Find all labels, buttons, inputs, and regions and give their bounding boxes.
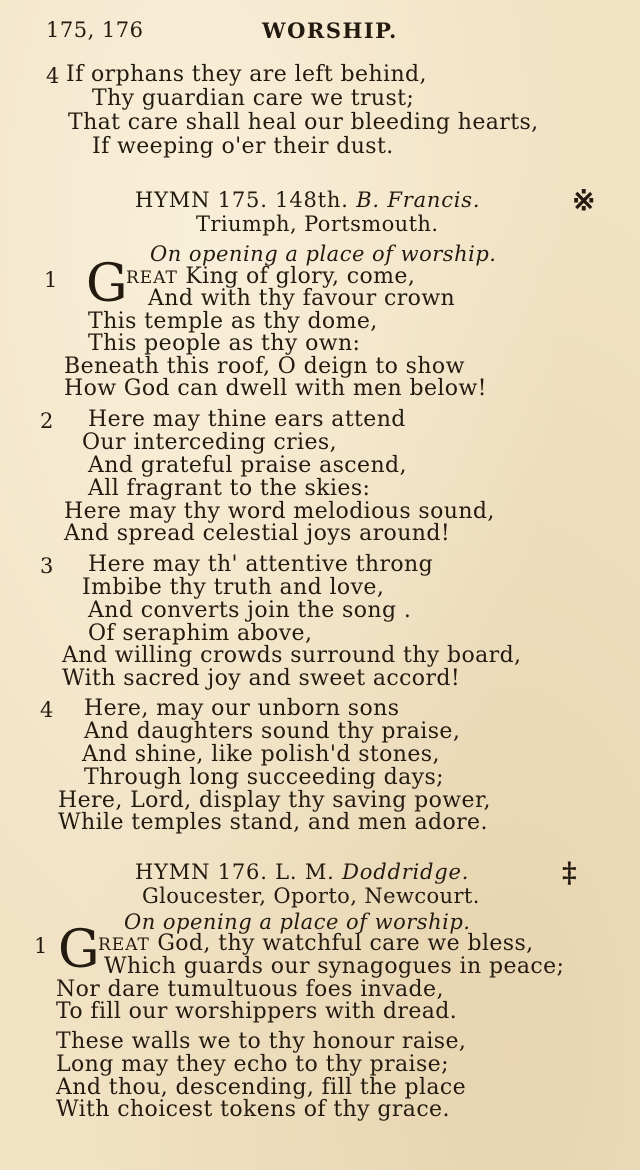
- first-word: REAT: [126, 268, 178, 288]
- verse-line: And spread celestial joys around!: [64, 521, 451, 546]
- verse-line: Of seraphim above,: [88, 621, 313, 646]
- verse-line: While temples stand, and men adore.: [58, 810, 488, 835]
- verse-number: 4: [46, 64, 60, 88]
- verse-line: Here may thine ears attend: [88, 407, 406, 432]
- verse-line: And converts join the song .: [88, 598, 412, 623]
- hymn-author: B. Francis.: [356, 188, 481, 212]
- tune-names: Triumph, Portsmouth.: [196, 212, 439, 236]
- verse-line: Which guards our synagogues in peace;: [104, 954, 565, 979]
- verse-line: And with thy favour crown: [148, 286, 456, 311]
- verse-line: To fill our worshippers with dread.: [56, 999, 458, 1024]
- verse-line: Here, Lord, display thy saving power,: [58, 788, 491, 813]
- hymn-number: HYMN 176.: [135, 860, 268, 884]
- verse-line: Here, may our unborn sons: [84, 696, 400, 721]
- verse-line: Beneath this roof, O deign to show: [64, 354, 465, 379]
- verse-line: With sacred joy and sweet accord!: [62, 666, 461, 691]
- verse-line: This people as thy own:: [88, 331, 361, 356]
- hymn-meter: 148th.: [275, 188, 349, 212]
- tune-names: Gloucester, Oporto, Newcourt.: [142, 884, 480, 908]
- hymn-heading: [135, 188, 480, 212]
- first-word: REAT: [98, 935, 150, 955]
- running-title: WORSHIP.: [262, 18, 398, 43]
- page-numbers: 175, 176: [46, 18, 144, 42]
- verse-line: With choicest tokens of thy grace.: [56, 1097, 450, 1122]
- hymn-meter: L. M.: [275, 860, 335, 884]
- verse-line: Our interceding cries,: [82, 430, 337, 455]
- verse-line: These walls we to thy honour raise,: [56, 1029, 467, 1054]
- verse-line: Nor dare tumultuous foes invade,: [56, 977, 444, 1002]
- verse-line: If orphans they are left behind,: [66, 62, 427, 87]
- drop-cap: G: [58, 920, 100, 980]
- verse-line: All fragrant to the skies:: [88, 476, 371, 501]
- verse-line: Here may thy word melodious sound,: [64, 499, 495, 524]
- dagger-mark: ‡: [562, 856, 577, 889]
- drop-cap: G: [86, 254, 128, 314]
- hymn-occasion: On opening a place of worship.: [124, 910, 471, 934]
- verse-number: 1: [34, 934, 48, 958]
- hymn-heading: [135, 860, 469, 884]
- verse-line: REAT God, thy watchful care we bless,: [98, 931, 534, 956]
- verse-line: And grateful praise ascend,: [88, 453, 407, 478]
- verse-line: And thou, descending, fill the place: [56, 1075, 467, 1100]
- verse-line: Thy guardian care we trust;: [92, 86, 415, 111]
- verse-number: 3: [40, 554, 54, 578]
- verse-line: REAT King of glory, come,: [126, 264, 416, 289]
- verse-line: This temple as thy dome,: [88, 309, 378, 334]
- verse-line: Long may they echo to thy praise;: [56, 1052, 449, 1077]
- verse-line: Imbibe thy truth and love,: [82, 575, 385, 600]
- verse-line: Through long succeeding days;: [84, 765, 444, 790]
- verse-line: Here may th' attentive throng: [88, 552, 434, 577]
- verse-line: If weeping o'er their dust.: [92, 134, 394, 159]
- asterism-mark: ※: [572, 184, 596, 217]
- verse-number: 2: [40, 409, 54, 433]
- verse-line: And daughters sound thy praise,: [84, 719, 461, 744]
- verse-line: And shine, like polish'd stones,: [82, 742, 440, 767]
- hymn-number: HYMN 175.: [135, 188, 268, 212]
- verse-number: 1: [44, 268, 58, 292]
- verse-line: And willing crowds surround thy board,: [62, 643, 522, 668]
- hymn-occasion: On opening a place of worship.: [150, 242, 497, 266]
- verse-line: How God can dwell with men below!: [64, 376, 487, 401]
- verse-number: 4: [40, 698, 54, 722]
- hymn-author: Doddridge.: [342, 860, 470, 884]
- verse-line: That care shall heal our bleeding hearts,: [68, 110, 539, 135]
